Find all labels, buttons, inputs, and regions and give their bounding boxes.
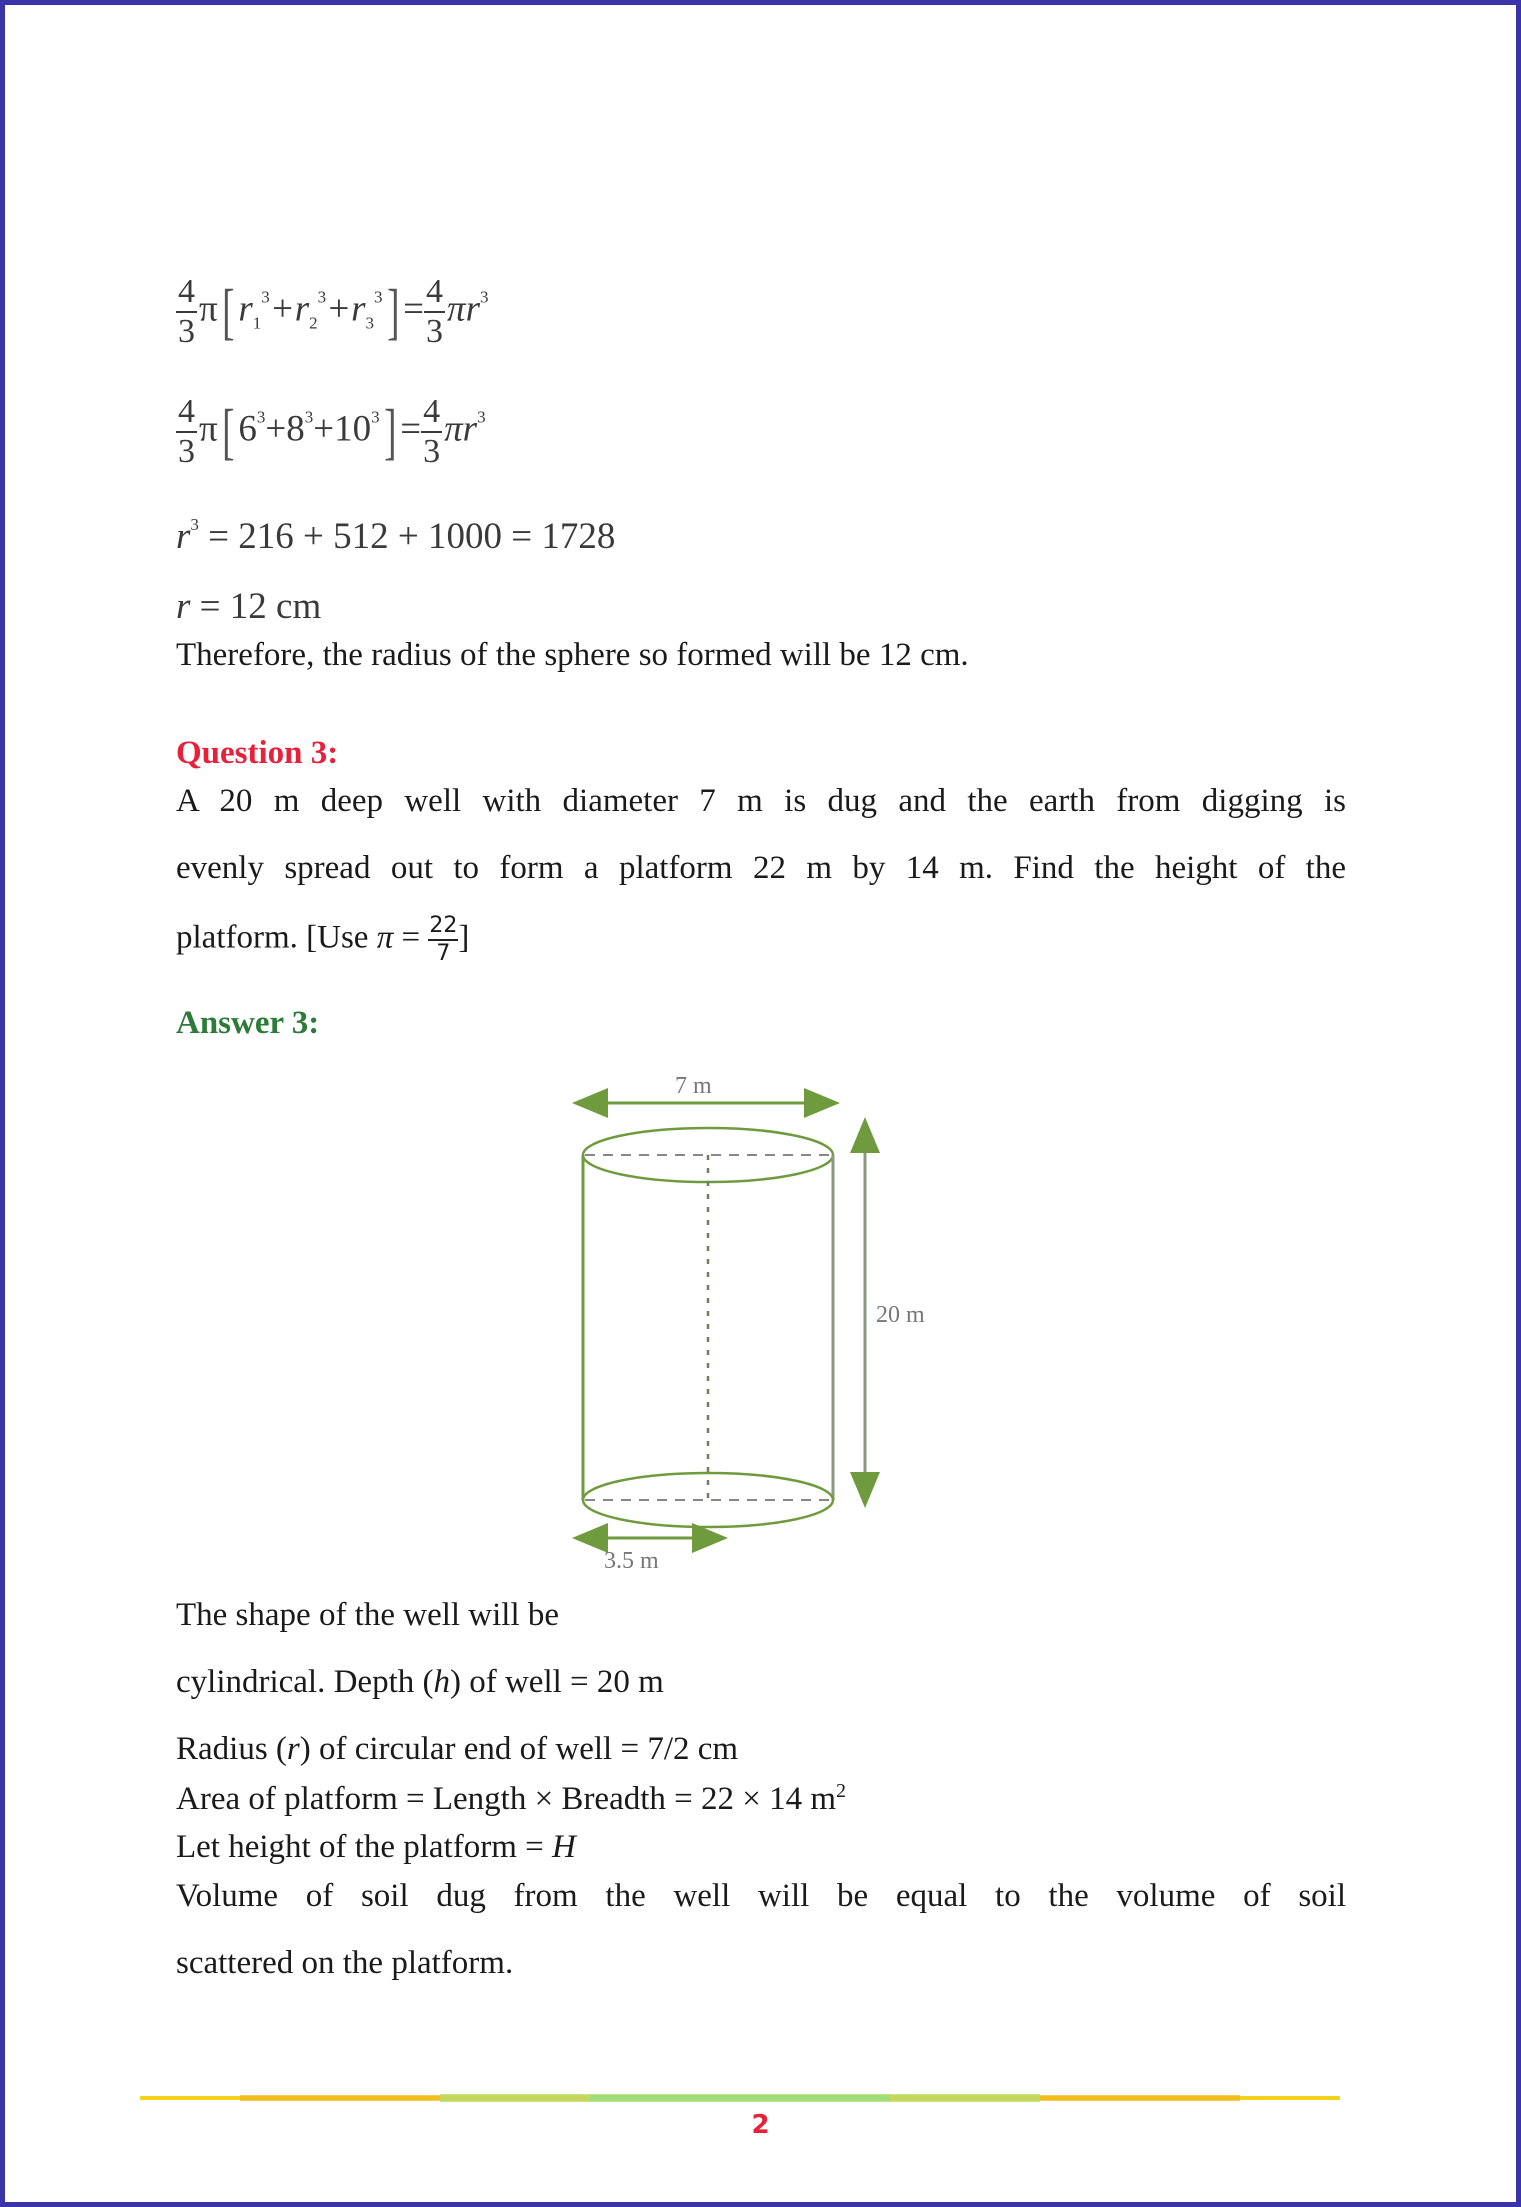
radius-label: 3.5 m bbox=[604, 1548, 659, 1574]
answer-heading: Answer 3: bbox=[176, 1005, 320, 1041]
question-heading: Question 3: bbox=[176, 735, 339, 771]
pi-fraction: $\frac{22}{7}$ bbox=[429, 913, 458, 966]
question-line-2: evenly spread out to form a platform 22 m by 14 m. Find the height of the bbox=[176, 850, 1346, 886]
answer-line-scattered: scattered on the platform. bbox=[176, 1945, 514, 1981]
page-number: 2 bbox=[751, 2110, 770, 2140]
conclusion-text: Therefore, the radius of the sphere so formed will be 12 cm. bbox=[176, 637, 969, 673]
question-line-1: A 20 m deep well with diameter 7 m is dug and the earth from digging is bbox=[176, 783, 1346, 819]
cylinder-diagram bbox=[560, 1060, 980, 1580]
answer-line-depth: cylindrical. Depth (h) of well = 20 m bbox=[176, 1664, 664, 1700]
answer-line-radius: Radius (r) of circular end of well = 7/2 cm bbox=[176, 1731, 739, 1767]
answer-line-1: The shape of the well will be bbox=[176, 1597, 560, 1633]
answer-line-area: Area of platform = Length × Breadth = 22 × 14 $m^2$ bbox=[176, 1780, 847, 1817]
answer-line-volume: Volume of soil dug from the well will be equal to the volume of soil bbox=[176, 1878, 1346, 1914]
equation-volume-sum: $\frac{4}{3}$ π[ $r_1^3+r_2^3+r_3^3$] = $\frac{4}{3}$ $\pi r^3$ bbox=[178, 273, 489, 350]
equation-r-value: r = 12 cm bbox=[176, 586, 322, 627]
footer-divider bbox=[140, 2094, 1340, 2102]
question-line-3: platform. [Use π = $\frac{22}{7}$ ] bbox=[176, 913, 470, 966]
diameter-label: 7 m bbox=[675, 1073, 712, 1099]
equation-r-cubed: $r^3 = 216 + 512 + 1000 = 1728$ bbox=[176, 515, 616, 557]
fraction: $\frac{4}{3}$ bbox=[178, 273, 195, 350]
answer-line-height: Let height of the platform = H bbox=[176, 1829, 576, 1865]
height-label: 20 m bbox=[876, 1302, 925, 1328]
equation-substituted: $\frac{4}{3}$ π[ $6^3+8^3+10^3$] = $\frac{4}{3}$ $\pi r^3$ bbox=[178, 393, 486, 470]
